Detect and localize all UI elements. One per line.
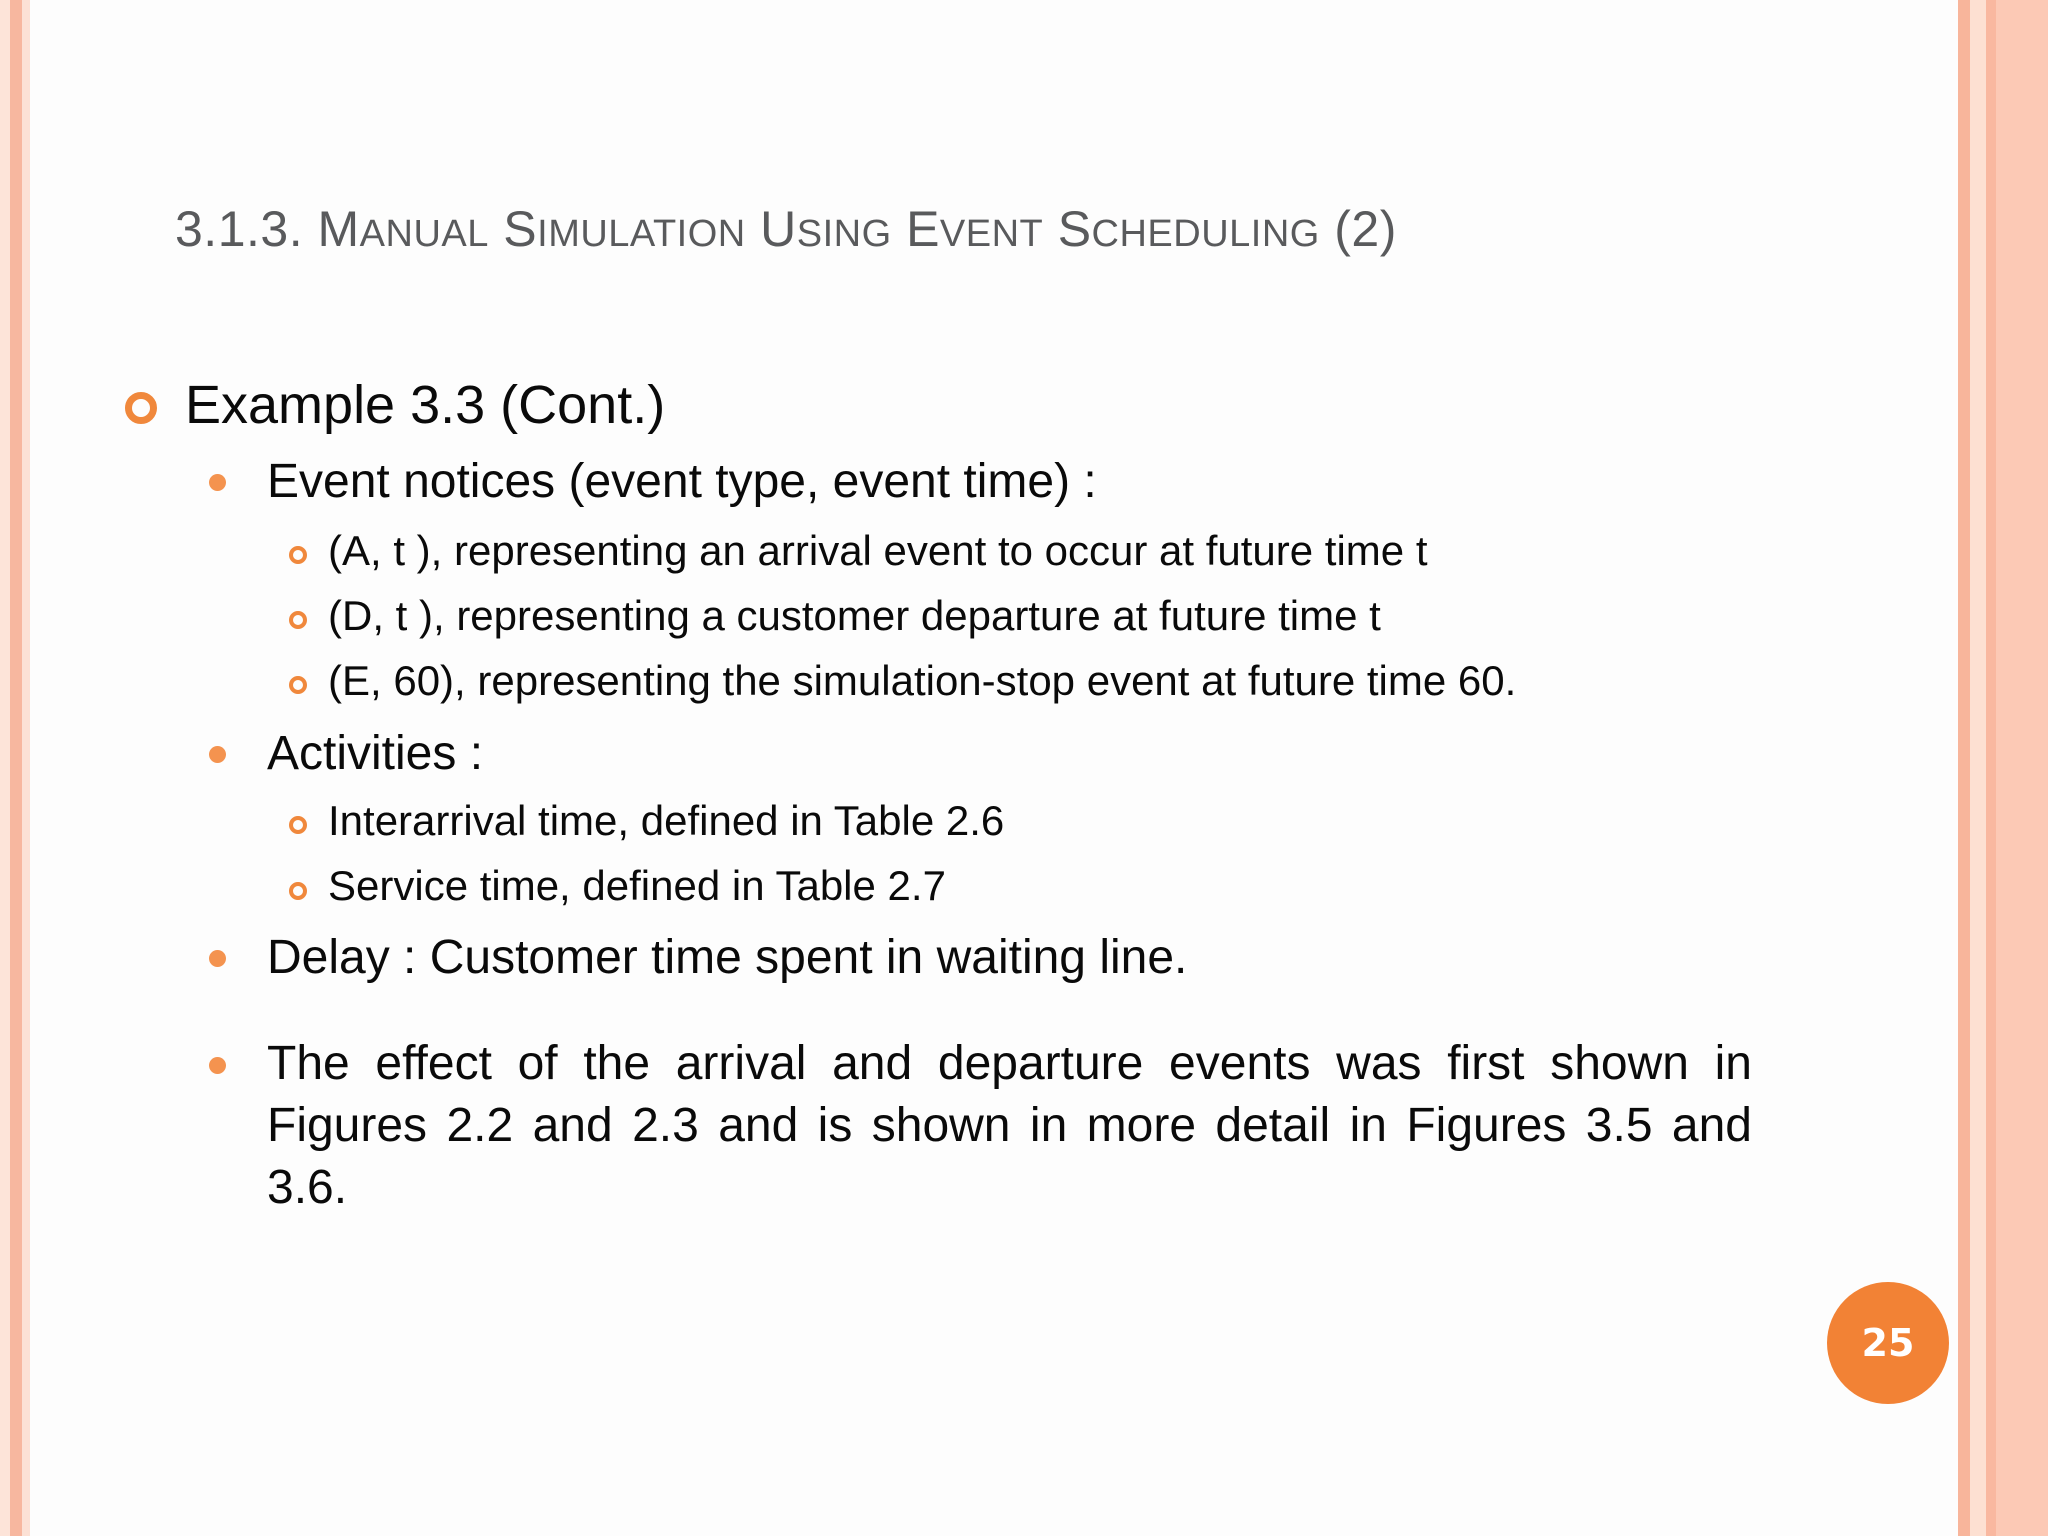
title-word: USING [760,201,892,257]
title-number: 3.1.3. [175,201,318,257]
right-border-stripe [1970,0,1986,1536]
section-label: Activities : [267,727,484,780]
dot-bullet-icon [209,1057,226,1074]
list-item: (D, t ), representing a customer departure at future time t [328,592,1381,639]
ring-bullet-icon [289,546,307,564]
title-word: MANUAL [317,201,489,257]
ring-bullet-icon [125,392,157,424]
right-border-stripe [1996,0,2048,1536]
dot-bullet-icon [209,746,226,763]
ring-bullet-icon [289,816,307,834]
section-label: Event notices (event type, event time) : [267,455,1097,508]
left-border-stripe [0,0,10,1536]
right-border-stripe [1958,0,1970,1536]
ring-bullet-icon [289,611,307,629]
ring-bullet-icon [289,676,307,694]
dot-bullet-icon [209,950,226,967]
dot-bullet-icon [209,474,226,491]
ring-bullet-icon [289,882,307,900]
title-suffix: (2) [1334,201,1397,257]
page-number-badge: 25 [1827,1282,1949,1404]
list-item: Interarrival time, defined in Table 2.6 [328,797,1005,844]
left-border-stripe [22,0,30,1536]
summary-paragraph: The effect of the arrival and departure events was first shown in Figures 2.2 and 2.3 and is shown in more detail in Figures 3.5 and 3.6. [267,1037,1752,1214]
list-item: (A, t ), representing an arrival event to occur at future time t [328,527,1428,574]
example-heading: Example 3.3 (Cont.) [185,375,666,435]
list-item: (E, 60), representing the simulation-stop event at future time 60. [328,657,1517,704]
title-word: SCHEDULING [1057,201,1320,257]
slide-title [175,200,1397,258]
right-border-stripe [1986,0,1996,1536]
section-label: Delay : Customer time spent in waiting line. [267,931,1188,984]
list-item: Service time, defined in Table 2.7 [328,862,946,909]
left-border-stripe [10,0,22,1536]
title-word: SIMULATION [503,201,746,257]
title-word: EVENT [906,201,1044,257]
